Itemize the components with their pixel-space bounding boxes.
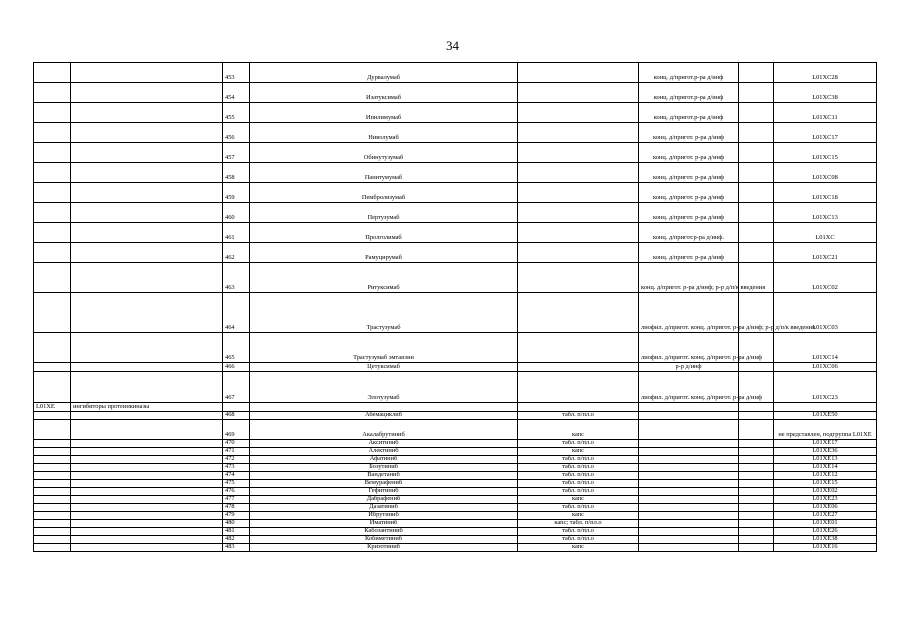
atc-code: не представлен, подгруппа L01XE xyxy=(774,420,877,440)
drug-name: Ниволумаб xyxy=(250,123,518,143)
atc-cell xyxy=(34,203,71,223)
form-cell xyxy=(639,544,739,552)
table-row xyxy=(34,163,877,183)
atc-code: L01XC14 xyxy=(774,333,877,363)
group-cell xyxy=(71,143,223,163)
row-number: 472 xyxy=(223,456,250,464)
row-number: 476 xyxy=(223,488,250,496)
table-row xyxy=(34,203,877,223)
form-cell xyxy=(639,512,739,520)
drug-name: Пембролизумаб xyxy=(250,183,518,203)
table-row xyxy=(34,488,877,496)
dosage-form: конц. д/пригот. р-ра д/инф xyxy=(639,123,739,143)
table-row xyxy=(34,456,877,464)
atc-code: L01XE17 xyxy=(774,440,877,448)
drug-name: Трастузумаб xyxy=(250,293,518,333)
atc-code: L01XE06 xyxy=(774,504,877,512)
dosage-form: конц. д/пригот. р-ра д/инф xyxy=(639,203,739,223)
atc-code: L01XC11 xyxy=(774,103,877,123)
table-row xyxy=(34,472,877,480)
group-cell xyxy=(71,103,223,123)
group-cell xyxy=(71,203,223,223)
group-cell xyxy=(71,223,223,243)
row-number: 466 xyxy=(223,363,250,372)
dosage-form: лиофил. д/пригот. конц. д/пригот. р-ра д/инф xyxy=(639,333,739,363)
atc-code: L01XC08 xyxy=(774,163,877,183)
row-number: 455 xyxy=(223,103,250,123)
atc-cell xyxy=(34,440,71,448)
dosage-form: табл. п/пл.о xyxy=(518,464,639,472)
drug-name: Афатиниб xyxy=(250,456,518,464)
row-number: 463 xyxy=(223,263,250,293)
form-cell xyxy=(639,472,739,480)
atc-cell xyxy=(34,464,71,472)
drug-name: Дабрафениб xyxy=(250,496,518,504)
dosage-cell xyxy=(518,363,639,372)
table-row xyxy=(34,363,877,372)
dosage-form: лиофил. д/пригот. конц. д/пригот. р-ра д/инф; р-р д/п/к введения xyxy=(639,293,739,333)
dosage-form: капс xyxy=(518,544,639,552)
group-atc: L01XE xyxy=(34,403,71,412)
row-number: 468 xyxy=(223,412,250,420)
form-cell xyxy=(639,496,739,504)
atc-code: L01XE14 xyxy=(774,464,877,472)
row-number: 477 xyxy=(223,496,250,504)
extra-cell xyxy=(739,143,774,163)
group-cell xyxy=(71,488,223,496)
dosage-form: табл. п/пл.о xyxy=(518,440,639,448)
extra-cell xyxy=(739,464,774,472)
dosage-form: табл. п/пл.о xyxy=(518,456,639,464)
dosage-cell xyxy=(518,63,639,83)
extra-cell xyxy=(739,63,774,83)
table-row xyxy=(34,544,877,552)
drug-name: Цетуксимаб xyxy=(250,363,518,372)
atc-cell xyxy=(34,488,71,496)
dosage-form: табл. п/пл.о xyxy=(518,504,639,512)
atc-cell xyxy=(34,103,71,123)
dosage-form: капс xyxy=(518,496,639,504)
table-row xyxy=(34,520,877,528)
extra-cell xyxy=(739,496,774,504)
extra-cell xyxy=(739,412,774,420)
dosage-cell xyxy=(518,372,639,403)
group-cell xyxy=(71,544,223,552)
dosage-form: конц. д/пригот. р-ра д/инф xyxy=(639,243,739,263)
group-cell xyxy=(71,83,223,103)
dosage-form: капс; табл. п/пл.о xyxy=(518,520,639,528)
extra-cell xyxy=(739,420,774,440)
drug-name: Обинутузумаб xyxy=(250,143,518,163)
group-cell xyxy=(71,440,223,448)
extra-cell xyxy=(739,448,774,456)
atc-cell xyxy=(34,420,71,440)
row-number: 470 xyxy=(223,440,250,448)
form-cell xyxy=(639,528,739,536)
drug-name: Дазатиниб xyxy=(250,504,518,512)
row-number: 480 xyxy=(223,520,250,528)
row-number: 464 xyxy=(223,293,250,333)
table-row xyxy=(34,496,877,504)
atc-code: L01XC38 xyxy=(774,83,877,103)
atc-cell xyxy=(34,293,71,333)
dosage-cell xyxy=(518,243,639,263)
group-cell xyxy=(71,163,223,183)
row-number: 454 xyxy=(223,83,250,103)
drug-name: Ритуксимаб xyxy=(250,263,518,293)
drug-name: Ипилимумаб xyxy=(250,103,518,123)
group-cell xyxy=(71,528,223,536)
atc-cell xyxy=(34,163,71,183)
group-header-row xyxy=(34,403,877,412)
extra-cell xyxy=(739,488,774,496)
form-cell xyxy=(639,480,739,488)
atc-code: L01XC18 xyxy=(774,183,877,203)
table-row xyxy=(34,143,877,163)
atc-code: L01XC13 xyxy=(774,203,877,223)
extra-cell xyxy=(739,363,774,372)
form-cell xyxy=(639,448,739,456)
form-cell xyxy=(639,420,739,440)
group-cell xyxy=(71,412,223,420)
drug-name: Акалабрутиниб xyxy=(250,420,518,440)
dosage-cell xyxy=(518,183,639,203)
dosage-cell xyxy=(518,263,639,293)
extra-cell xyxy=(739,544,774,552)
drug-name: Вемурафениб xyxy=(250,480,518,488)
row-number: 462 xyxy=(223,243,250,263)
extra-cell xyxy=(739,203,774,223)
table-row xyxy=(34,412,877,420)
drug-name: Абемациклиб xyxy=(250,412,518,420)
atc-cell xyxy=(34,536,71,544)
form-cell xyxy=(639,464,739,472)
atc-cell xyxy=(34,528,71,536)
dosage-form: конц. д/пригот.р-ра д/инф xyxy=(639,103,739,123)
row-number: 475 xyxy=(223,480,250,488)
dosage-form: капс xyxy=(518,420,639,440)
table-row xyxy=(34,528,877,536)
atc-code: L01XE16 xyxy=(774,544,877,552)
atc-cell xyxy=(34,223,71,243)
drug-table xyxy=(33,62,877,552)
group-cell xyxy=(71,263,223,293)
dosage-cell xyxy=(518,163,639,183)
atc-cell xyxy=(34,512,71,520)
atc-cell xyxy=(34,496,71,504)
dosage-form: конц. д/пригот.р-ра д/инф xyxy=(639,83,739,103)
atc-cell xyxy=(34,544,71,552)
group-cell xyxy=(71,480,223,488)
atc-code: L01XC23 xyxy=(774,372,877,403)
atc-code: L01XE15 xyxy=(774,480,877,488)
table-row xyxy=(34,103,877,123)
row-number: 458 xyxy=(223,163,250,183)
group-cell xyxy=(71,496,223,504)
dosage-form: конц. д/пригот. р-ра д/инф xyxy=(639,163,739,183)
group-cell xyxy=(71,372,223,403)
atc-code: L01XC xyxy=(774,223,877,243)
atc-code: L01XC15 xyxy=(774,143,877,163)
atc-code: L01XC17 xyxy=(774,123,877,143)
table-row xyxy=(34,63,877,83)
atc-cell xyxy=(34,520,71,528)
table-row xyxy=(34,223,877,243)
table-row xyxy=(34,504,877,512)
table-row xyxy=(34,333,877,363)
form-cell xyxy=(639,536,739,544)
drug-name: Бозутиниб xyxy=(250,464,518,472)
atc-code: L01XE26 xyxy=(774,528,877,536)
table-row xyxy=(34,83,877,103)
group-cell xyxy=(71,504,223,512)
atc-code: L01XC28 xyxy=(774,63,877,83)
table-row xyxy=(34,448,877,456)
group-cell xyxy=(71,183,223,203)
row-number: 473 xyxy=(223,464,250,472)
table-row xyxy=(34,372,877,403)
dosage-cell xyxy=(518,223,639,243)
dosage-form: табл. п/пл.о xyxy=(518,488,639,496)
group-cell xyxy=(71,456,223,464)
group-cell xyxy=(71,464,223,472)
group-cell xyxy=(71,293,223,333)
table-row xyxy=(34,536,877,544)
form-cell xyxy=(639,488,739,496)
table-row xyxy=(34,123,877,143)
dosage-form: табл. п/пл.о xyxy=(518,528,639,536)
dosage-cell xyxy=(518,123,639,143)
atc-code: L01XE23 xyxy=(774,496,877,504)
dosage-form: капс xyxy=(518,448,639,456)
dosage-cell xyxy=(518,83,639,103)
extra-cell xyxy=(739,536,774,544)
dosage-form: конц. д/пригот. р-ра д/инф; р-р д/п/к введения xyxy=(639,263,739,293)
drug-name: Изатуксимаб xyxy=(250,83,518,103)
atc-cell xyxy=(34,263,71,293)
atc-code: L01XC03 xyxy=(774,293,877,333)
dosage-cell xyxy=(518,103,639,123)
dosage-cell xyxy=(518,333,639,363)
extra-cell xyxy=(739,83,774,103)
extra-cell xyxy=(739,163,774,183)
table-row xyxy=(34,420,877,440)
atc-cell xyxy=(34,412,71,420)
row-number: 481 xyxy=(223,528,250,536)
row-number: 461 xyxy=(223,223,250,243)
atc-cell xyxy=(34,143,71,163)
table-row xyxy=(34,263,877,293)
extra-cell xyxy=(739,440,774,448)
dosage-cell xyxy=(518,143,639,163)
atc-code: L01XE50 xyxy=(774,412,877,420)
row-number: 460 xyxy=(223,203,250,223)
drug-name: Вандетаниб xyxy=(250,472,518,480)
drug-name: Кобиметиниб xyxy=(250,536,518,544)
dosage-form: капс xyxy=(518,512,639,520)
atc-code: L01XE13 xyxy=(774,456,877,464)
form-cell xyxy=(639,456,739,464)
atc-cell xyxy=(34,63,71,83)
atc-cell xyxy=(34,448,71,456)
empty-cell xyxy=(739,403,774,412)
atc-cell xyxy=(34,456,71,464)
atc-code: L01XC06 xyxy=(774,363,877,372)
atc-cell xyxy=(34,183,71,203)
atc-cell xyxy=(34,123,71,143)
form-cell xyxy=(639,412,739,420)
table-row xyxy=(34,480,877,488)
extra-cell xyxy=(739,512,774,520)
drug-name: Иматиниб xyxy=(250,520,518,528)
form-cell xyxy=(639,520,739,528)
table-row xyxy=(34,293,877,333)
table-row xyxy=(34,183,877,203)
dosage-cell xyxy=(518,293,639,333)
drug-name: Трастузумаб эмтанзин xyxy=(250,333,518,363)
extra-cell xyxy=(739,243,774,263)
row-number: 459 xyxy=(223,183,250,203)
row-number: 456 xyxy=(223,123,250,143)
extra-cell xyxy=(739,520,774,528)
dosage-form: конц. д/пригот.р-ра д/инф. xyxy=(639,223,739,243)
dosage-form: лиофил. д/пригот. конц. д/пригот. р-ра д/инф xyxy=(639,372,739,403)
dosage-form: конц. д/пригот. р-ра д/инф xyxy=(639,183,739,203)
drug-name: Рамуцирумаб xyxy=(250,243,518,263)
atc-cell xyxy=(34,472,71,480)
atc-code: L01XE38 xyxy=(774,536,877,544)
page-number: 34 xyxy=(446,38,459,53)
table-row xyxy=(34,512,877,520)
row-number: 465 xyxy=(223,333,250,363)
drug-name: Пролголимаб xyxy=(250,223,518,243)
dosage-form: конц. д/пригот. р-ра д/инф xyxy=(639,143,739,163)
table-row xyxy=(34,464,877,472)
empty-cell xyxy=(639,403,739,412)
dosage-form: табл. п/пл.о xyxy=(518,480,639,488)
group-cell xyxy=(71,363,223,372)
group-label: ингибиторы протеинкиназы xyxy=(71,403,223,412)
group-cell xyxy=(71,63,223,83)
drug-name: Гефитиниб xyxy=(250,488,518,496)
table-row xyxy=(34,440,877,448)
dosage-form: конц. д/пригот.р-ра д/инф xyxy=(639,63,739,83)
atc-cell xyxy=(34,363,71,372)
atc-code: L01XE01 xyxy=(774,520,877,528)
atc-cell xyxy=(34,504,71,512)
form-cell xyxy=(639,504,739,512)
extra-cell xyxy=(739,223,774,243)
atc-cell xyxy=(34,480,71,488)
group-cell xyxy=(71,472,223,480)
dosage-form: табл. п/пл.о xyxy=(518,472,639,480)
group-cell xyxy=(71,536,223,544)
row-number: 482 xyxy=(223,536,250,544)
extra-cell xyxy=(739,472,774,480)
extra-cell xyxy=(739,528,774,536)
group-cell xyxy=(71,448,223,456)
drug-name: Акситиниб xyxy=(250,440,518,448)
row-number: 453 xyxy=(223,63,250,83)
row-number: 479 xyxy=(223,512,250,520)
table-row xyxy=(34,243,877,263)
group-cell xyxy=(71,520,223,528)
row-number: 469 xyxy=(223,420,250,440)
group-cell xyxy=(71,243,223,263)
drug-name: Кабозантиниб xyxy=(250,528,518,536)
extra-cell xyxy=(739,456,774,464)
group-cell xyxy=(71,420,223,440)
dosage-form: табл. п/пл.о xyxy=(518,536,639,544)
drug-name: Элотузумаб xyxy=(250,372,518,403)
row-number: 457 xyxy=(223,143,250,163)
dosage-cell xyxy=(518,203,639,223)
form-cell xyxy=(639,440,739,448)
atc-code: L01XC21 xyxy=(774,243,877,263)
extra-cell xyxy=(739,183,774,203)
atc-cell xyxy=(34,243,71,263)
row-number: 474 xyxy=(223,472,250,480)
atc-code: L01XE36 xyxy=(774,448,877,456)
row-number: 478 xyxy=(223,504,250,512)
row-number: 467 xyxy=(223,372,250,403)
drug-name: Кризотиниб xyxy=(250,544,518,552)
row-number: 483 xyxy=(223,544,250,552)
atc-code: L01XE02 xyxy=(774,488,877,496)
atc-code: L01XE27 xyxy=(774,512,877,520)
extra-cell xyxy=(739,480,774,488)
atc-cell xyxy=(34,372,71,403)
drug-name: Пертузумаб xyxy=(250,203,518,223)
extra-cell xyxy=(739,123,774,143)
drug-name: Ибрутиниб xyxy=(250,512,518,520)
extra-cell xyxy=(739,103,774,123)
atc-cell xyxy=(34,83,71,103)
atc-code: L01XE12 xyxy=(774,472,877,480)
drug-name: Алектиниб xyxy=(250,448,518,456)
atc-cell xyxy=(34,333,71,363)
atc-code: L01XC02 xyxy=(774,263,877,293)
extra-cell xyxy=(739,504,774,512)
drug-name: Панитумумаб xyxy=(250,163,518,183)
dosage-form: табл. п/пл.о xyxy=(518,412,639,420)
group-cell xyxy=(71,512,223,520)
dosage-form: р-р д/инф xyxy=(639,363,739,372)
group-cell xyxy=(71,333,223,363)
drug-name: Дурвалумаб xyxy=(250,63,518,83)
row-number: 471 xyxy=(223,448,250,456)
group-cell xyxy=(71,123,223,143)
